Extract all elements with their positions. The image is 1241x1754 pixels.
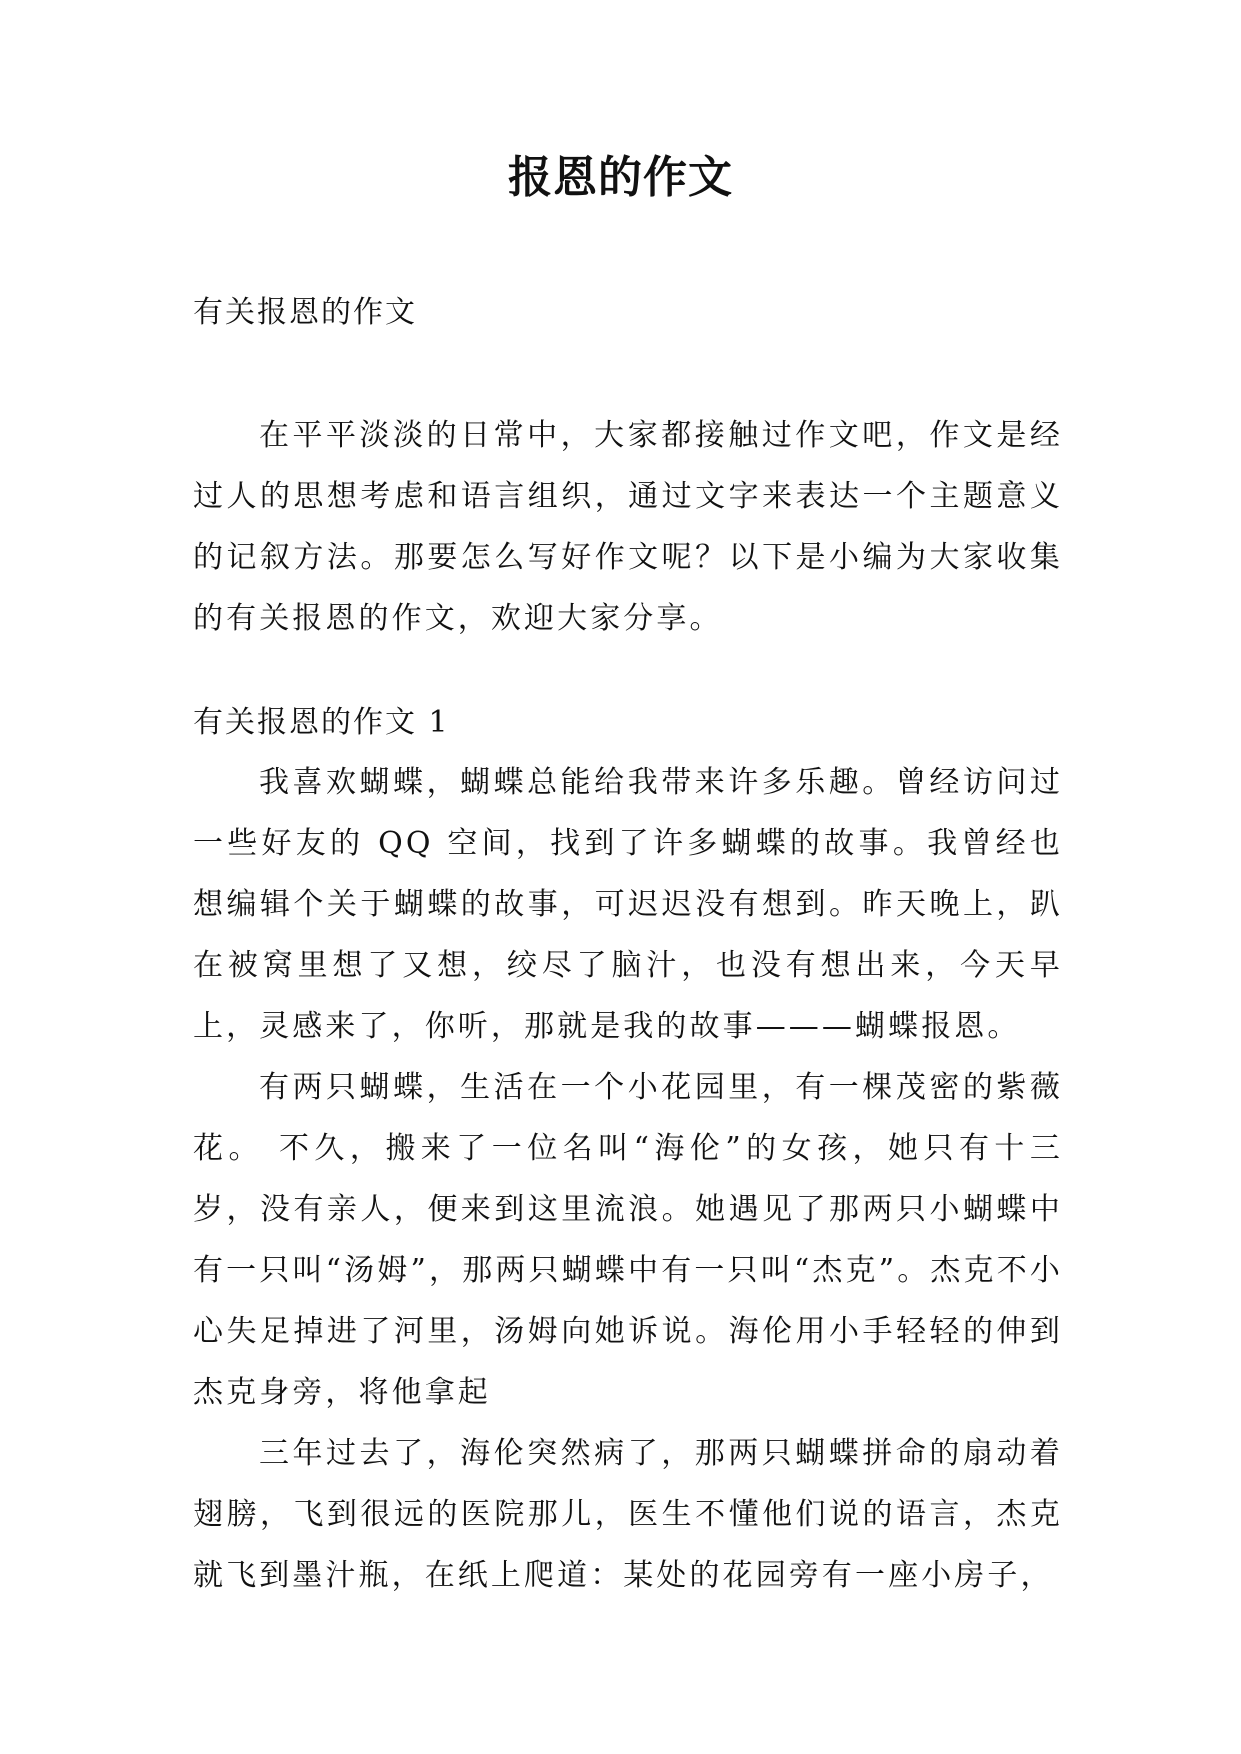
section-heading: 有关报恩的作文 1 (193, 705, 450, 740)
intro-paragraph: 在平平淡淡的日常中，大家都接触过作文吧，作文是经过人的思想考虑和语言组织，通过文字来表达一个主题意义的记叙方法。那要怎么写好作文呢？以下是小编为大家收集的有关报恩的作文，欢迎大家分享。 (193, 418, 1063, 636)
document-subtitle: 有关报恩的作文 (193, 295, 417, 330)
story-paragraph-2: 有两只蝴蝶，生活在一个小花园里，有一棵茂密的紫薇花。 不久，搬来了一位名叫“海伦”的女孩，她只有十三岁，没有亲人，便来到这里流浪。她遇见了那两只小蝴蝶中有一只叫“汤姆”，那两只蝴蝶中有一只叫“杰克”。杰克不小心失足掉进了河里，汤姆向她诉说。海伦用小手轻轻的伸到杰克身旁，将他拿起 (193, 1070, 1063, 1410)
intro-block (193, 405, 1063, 649)
story-paragraph-3: 三年过去了，海伦突然病了，那两只蝴蝶拼命的扇动着翅膀，飞到很远的医院那儿，医生不懂他们说的语言，杰克就飞到墨汁瓶，在纸上爬道：某处的花园旁有一座小房子， (193, 1436, 1063, 1593)
story-block (193, 752, 1063, 1606)
story-paragraph-1: 我喜欢蝴蝶，蝴蝶总能给我带来许多乐趣。曾经访问过一些好友的 QQ 空间，找到了许多蝴蝶的故事。我曾经也想编辑个关于蝴蝶的故事，可迟迟没有想到。昨天晚上，趴在被窝里想了又想，绞尽了脑汁，也没有想出来，今天早上，灵感来了，你听，那就是我的故事———蝴蝶报恩。 (193, 765, 1063, 1044)
document-title: 报恩的作文 (508, 152, 733, 203)
